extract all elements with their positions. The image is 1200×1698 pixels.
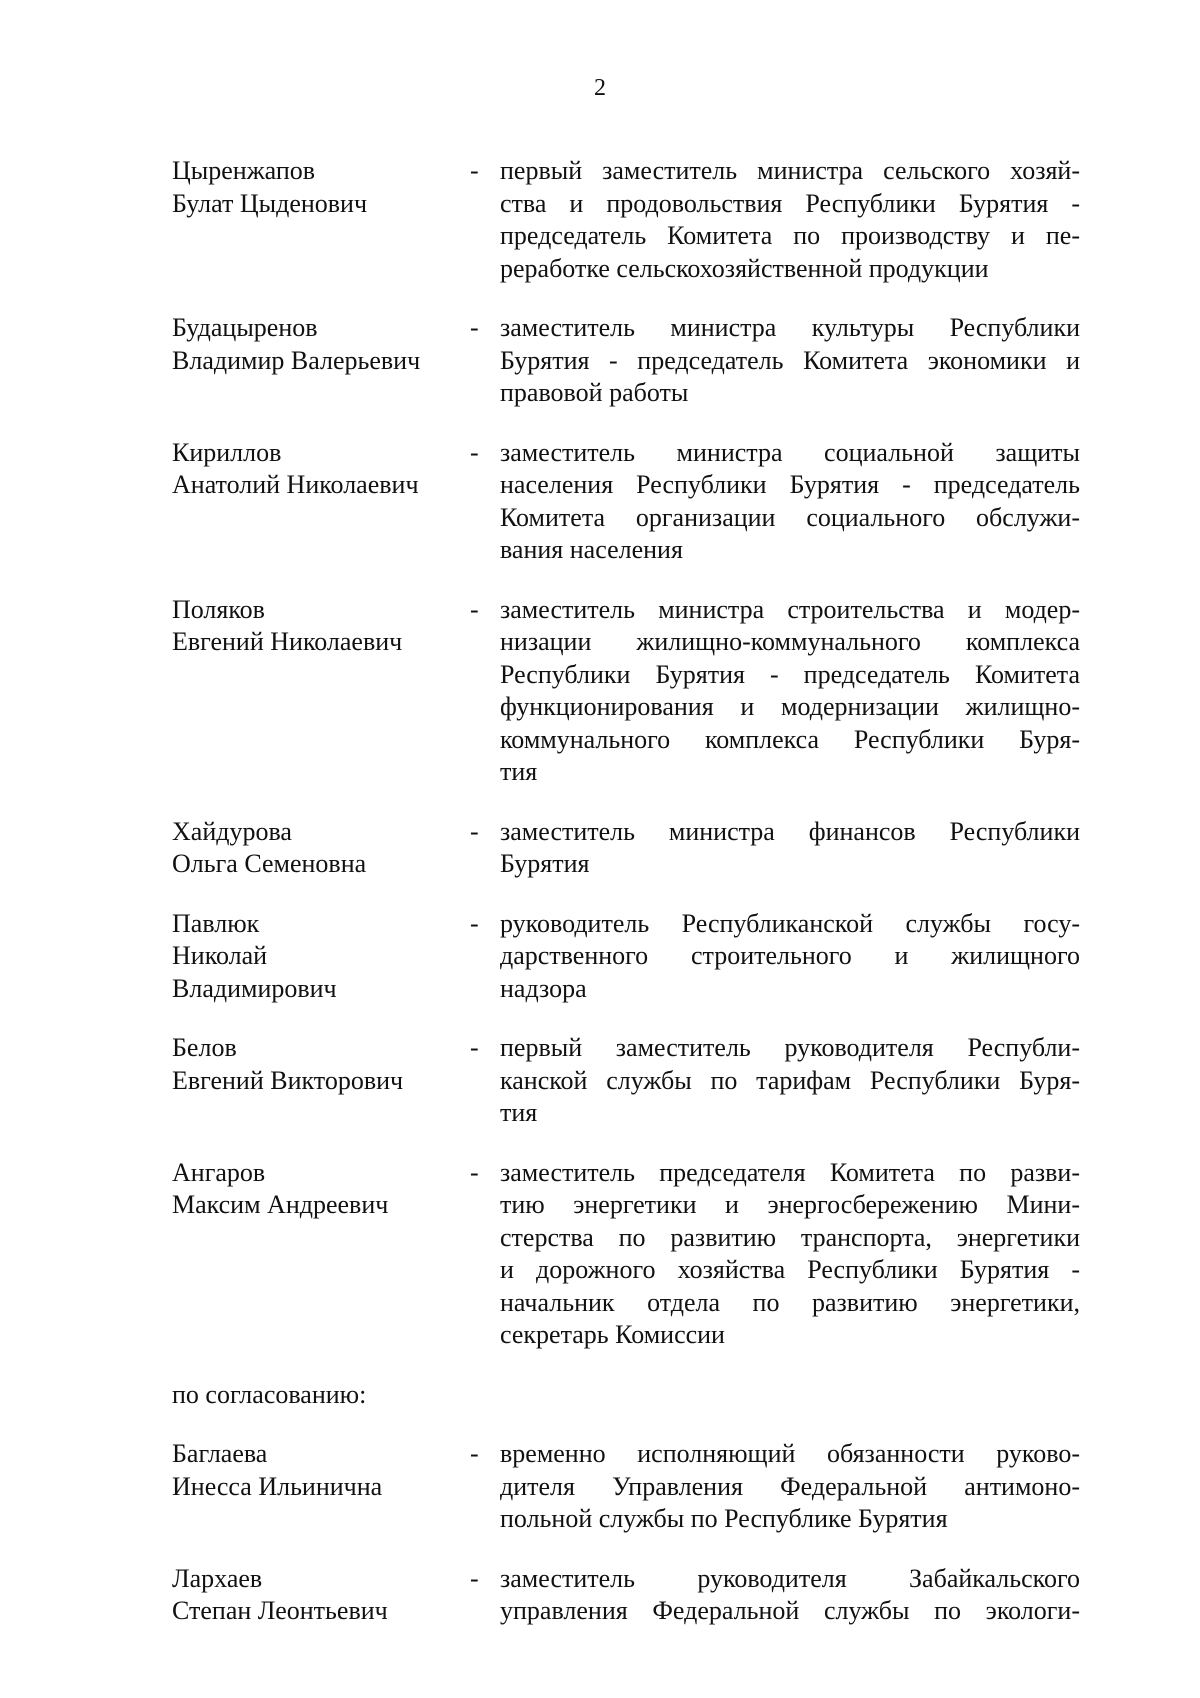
member-name-line: Лархаев xyxy=(172,1563,263,1593)
member-position-line: заместитель министра строительства и модер- xyxy=(500,594,1080,624)
member-position xyxy=(500,155,1080,285)
dash-separator: - xyxy=(470,156,479,185)
member-position-line: дителя Управления Федеральной антимоно- xyxy=(500,1471,1080,1501)
member-position xyxy=(500,1563,1080,1628)
member-position-line: заместитель министра социальной защиты xyxy=(500,437,1080,467)
member-entry xyxy=(172,908,1080,1006)
member-name-line: Анатолий Николаевич xyxy=(172,470,419,499)
member-name-line: Ангаров xyxy=(172,1157,266,1187)
member-position-line: первый заместитель руководителя Республи- xyxy=(500,1033,1080,1062)
member-name-line: Владимирович xyxy=(172,973,337,1003)
member-entry xyxy=(172,1438,1080,1536)
dash-separator: - xyxy=(470,908,479,938)
member-entry xyxy=(172,816,1080,881)
member-position-line: надзора xyxy=(500,973,587,1003)
dash-separator: - xyxy=(470,594,479,624)
member-name xyxy=(172,437,470,502)
member-position-line: руководитель Республиканской службы госу- xyxy=(500,908,1080,938)
member-position-line: Бурятия xyxy=(500,849,590,878)
member-entry xyxy=(172,1563,1080,1628)
member-name-line: Баглаева xyxy=(172,1439,268,1468)
dash-separator: - xyxy=(470,1563,479,1593)
members-group xyxy=(172,155,1080,1352)
member-position-line: Республики Бурятия - председатель Комитета xyxy=(500,659,1080,689)
member-name-line: Владимир Валерьевич xyxy=(172,345,421,375)
member-position xyxy=(500,1157,1080,1352)
member-name-line: Кириллов xyxy=(172,437,282,467)
dash-separator: - xyxy=(470,313,479,342)
member-entry xyxy=(172,1157,1080,1352)
member-name-line: Степан Леонтьевич xyxy=(172,1596,388,1625)
member-position-line: низации жилищно-коммунального комплекса xyxy=(500,627,1080,656)
member-name-line: Николай xyxy=(172,941,268,970)
member-name-line: Евгений Викторович xyxy=(172,1065,404,1095)
dash-separator: - xyxy=(470,1157,479,1187)
member-entry xyxy=(172,437,1080,567)
member-position-line: правовой работы xyxy=(500,378,689,407)
member-position xyxy=(500,1438,1080,1536)
member-position-line: председатель Комитета по производству и пе- xyxy=(500,221,1080,250)
member-position-line: тию энергетики и энергосбережению Мини- xyxy=(500,1190,1080,1219)
member-name xyxy=(172,816,470,881)
member-position xyxy=(500,1032,1080,1130)
member-name-line: Ольга Семеновна xyxy=(172,849,367,878)
member-position xyxy=(500,594,1080,789)
member-position-line: управления Федеральной службы по экологи- xyxy=(500,1596,1080,1625)
member-position-line: функционирования и модернизации жилищно- xyxy=(500,692,1080,721)
member-position-line: заместитель руководителя Забайкальского xyxy=(500,1563,1080,1593)
member-position-line: вания населения xyxy=(500,535,683,564)
member-name xyxy=(172,1438,470,1503)
member-position-line: секретарь Комиссии xyxy=(500,1320,725,1349)
member-position-line: стерства по развитию транспорта, энергетики xyxy=(500,1222,1080,1252)
member-list xyxy=(172,155,1080,1655)
member-name-line: Павлюк xyxy=(172,908,260,938)
member-position-line: дарственного строительного и жилищного xyxy=(500,941,1080,970)
member-position-line: заместитель министра финансов Республики xyxy=(500,816,1080,846)
member-position-line: коммунального комплекса Республики Буря- xyxy=(500,724,1080,754)
member-name-line: Цыренжапов xyxy=(172,156,316,185)
member-name xyxy=(172,155,470,220)
member-name-line: Поляков xyxy=(172,594,265,624)
member-position-line: польной службы по Республике Бурятия xyxy=(500,1504,948,1533)
member-name-line: Хайдурова xyxy=(172,816,292,846)
member-name-line: Булат Цыденович xyxy=(172,188,368,218)
member-name-line: Максим Андреевич xyxy=(172,1190,389,1219)
member-position-line: населения Республики Бурятия - председатель xyxy=(500,470,1080,499)
member-entry xyxy=(172,312,1080,410)
member-position xyxy=(500,816,1080,881)
section-label: по согласованию: xyxy=(172,1379,367,1409)
member-position xyxy=(500,437,1080,567)
member-name xyxy=(172,1032,470,1097)
member-name xyxy=(172,312,470,377)
dash-separator: - xyxy=(470,437,479,467)
member-position-line: Бурятия - председатель Комитета экономики и xyxy=(500,345,1080,375)
member-position xyxy=(500,908,1080,1006)
member-position-line: заместитель министра культуры Республики xyxy=(500,313,1080,342)
member-name-line: Евгений Николаевич xyxy=(172,627,403,656)
member-position-line: временно исполняющий обязанности руково- xyxy=(500,1439,1080,1468)
member-entry xyxy=(172,594,1080,789)
member-position-line: Комитета организации социального обслужи- xyxy=(500,502,1080,532)
dash-separator: - xyxy=(470,816,479,846)
member-position-line: первый заместитель министра сельского хозяй- xyxy=(500,156,1080,185)
member-position xyxy=(500,312,1080,410)
member-name-line: Инесса Ильинична xyxy=(172,1471,383,1501)
member-position-line: заместитель председателя Комитета по разви- xyxy=(500,1157,1080,1187)
member-position-line: канской службы по тарифам Республики Буря- xyxy=(500,1065,1080,1095)
member-position-line: тия xyxy=(500,1098,538,1127)
agreed-members-group xyxy=(172,1438,1080,1628)
member-name-line: Белов xyxy=(172,1033,237,1062)
member-entry xyxy=(172,155,1080,285)
member-position-line: реработке сельскохозяйственной продукции xyxy=(500,253,989,283)
dash-separator: - xyxy=(470,1439,479,1468)
dash-separator: - xyxy=(470,1033,479,1062)
member-name xyxy=(172,1563,470,1628)
member-position-line: и дорожного хозяйства Республики Бурятия - xyxy=(500,1255,1080,1284)
member-position-line: начальник отдела по развитию энергетики, xyxy=(500,1287,1080,1317)
page-number: 2 xyxy=(594,75,606,101)
member-position-line: ства и продовольствия Республики Бурятия - xyxy=(500,188,1080,218)
member-name xyxy=(172,1157,470,1222)
member-name xyxy=(172,594,470,659)
member-entry xyxy=(172,1032,1080,1130)
member-name xyxy=(172,908,470,1006)
member-position-line: тия xyxy=(500,757,538,786)
member-name-line: Будацыренов xyxy=(172,313,318,342)
